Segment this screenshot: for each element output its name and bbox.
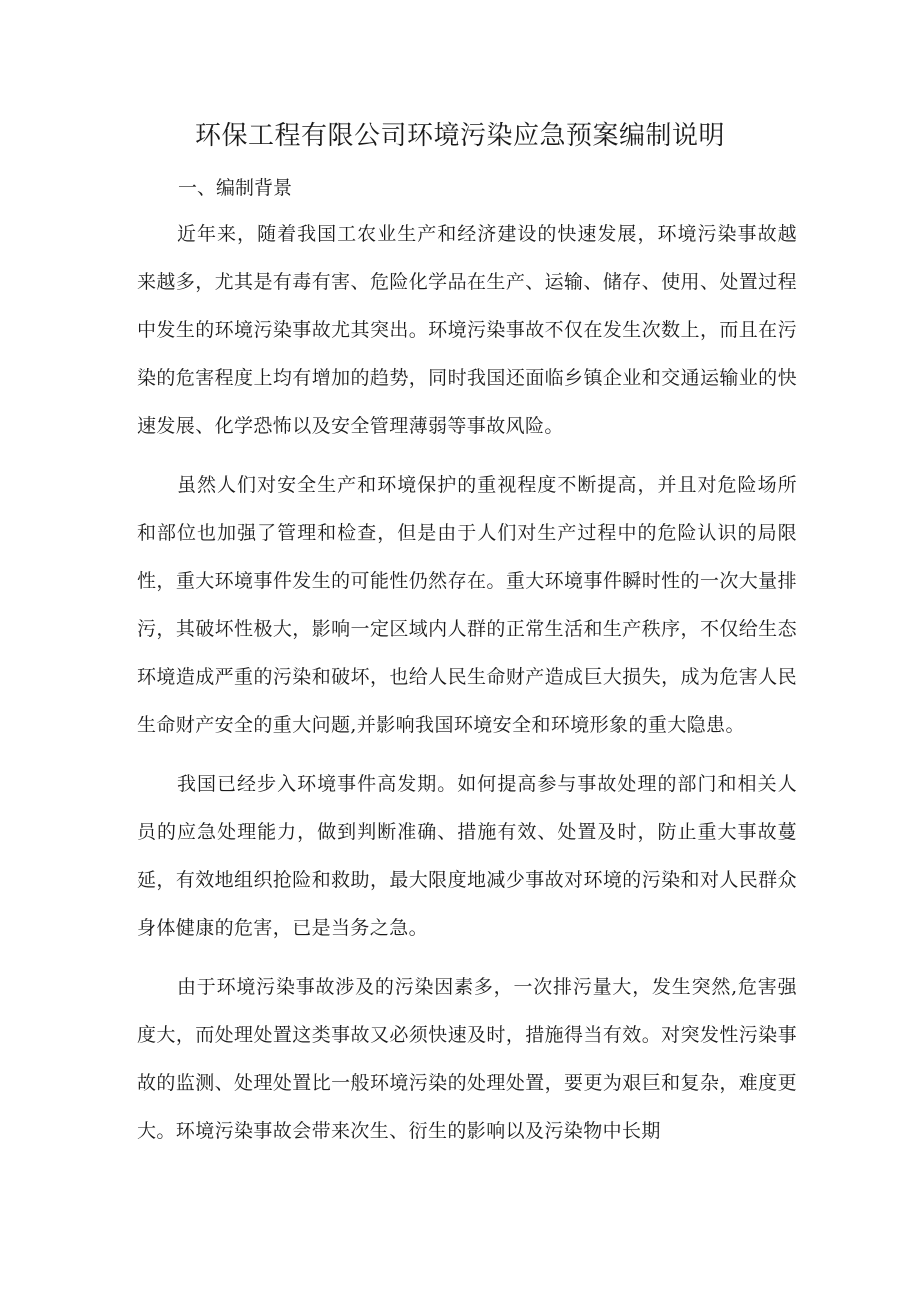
paragraph: 近年来，随着我国工农业生产和经济建设的快速发展，环境污染事故越来越多，尤其是有毒有害、危险化学品在生产、运输、储存、使用、处置过程中发生的环境污染事故尤其突出。环境污染事故不仅在发生次数上，而且在污染的危害程度上均有增加的趋势，同时我国还面临乡镇企业和交通运输业的快速发展、化学恐怖以及安全管理薄弱等事故风险。 (137, 223, 797, 437)
paragraph: 我国已经步入环境事件高发期。如何提高参与事故处理的部门和相关人员的应急处理能力，做到判断准确、措施有效、处置及时，防止重大事故蔓延，有效地组织抢险和救助，最大限度地减少事故对环境的污染和对人民群众身体健康的危害，已是当务之急。 (137, 773, 797, 939)
paragraph: 由于环境污染事故涉及的污染因素多，一次排污量大，发生突然,危害强度大，而处理处置这类事故又必须快速及时，措施得当有效。对突发性污染事故的监测、处理处置比一般环境污染的处理处置，要更为艰巨和复杂，难度更大。环境污染事故会带来次生、衍生的影响以及污染物中长期 (137, 976, 797, 1142)
document-body (137, 210, 797, 1166)
paragraph: 虽然人们对安全生产和环境保护的重视程度不断提高，并且对危险场所和部位也加强了管理和检查，但是由于人们对生产过程中的危险认识的局限性，重大环境事件发生的可能性仍然存在。重大环境事件瞬时性的一次大量排污，其破坏性极大，影响一定区域内人群的正常生活和生产秩序，不仅给生态环境造成严重的污染和破坏，也给人民生命财产造成巨大损失，成为危害人民生命财产安全的重大问题,并影响我国环境安全和环境形象的重大隐患。 (137, 474, 797, 736)
document-title: 环保工程有限公司环境污染应急预案编制说明 (194, 121, 725, 151)
section-heading: 一、编制背景 (178, 177, 293, 199)
